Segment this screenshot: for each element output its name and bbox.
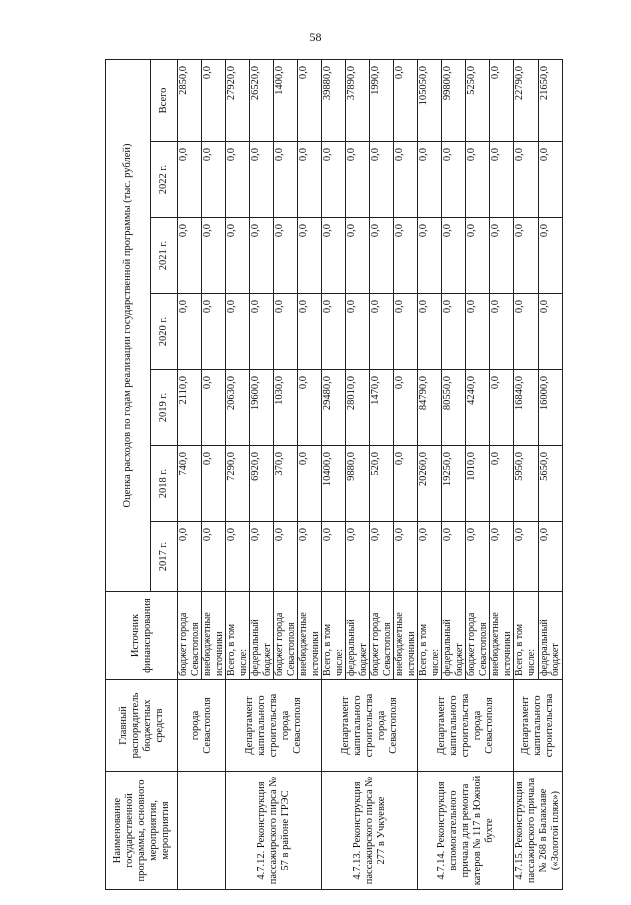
amount-cell: 0,0 — [490, 294, 514, 370]
budget-executor: Департамент капитального строительства города Севастополя — [418, 680, 514, 772]
funding-source: Всего, в том числе: — [514, 592, 539, 680]
amount-cell: 80550,0 — [442, 370, 466, 446]
amount-cell: 0,0 — [202, 294, 226, 370]
funding-source: федеральный бюджет — [346, 592, 370, 680]
amount-cell: 0,0 — [298, 446, 322, 522]
amount-cell: 0,0 — [370, 522, 394, 592]
amount-cell: 0,0 — [538, 142, 563, 218]
amount-cell: 1470,0 — [370, 370, 394, 446]
amount-cell: 5950,0 — [514, 446, 539, 522]
amount-cell: 0,0 — [226, 218, 250, 294]
amount-cell: 0,0 — [370, 218, 394, 294]
amount-cell: 0,0 — [442, 294, 466, 370]
header-estimate: Оценка расходов по годам реализации государственной программы (тыс. рублей) — [106, 59, 151, 591]
header-name: Наименование государственной программы, основного мероприятия, мероприятия — [106, 772, 178, 890]
amount-cell: 7290,0 — [226, 446, 250, 522]
amount-cell: 370,0 — [274, 446, 298, 522]
amount-cell: 0,0 — [466, 218, 490, 294]
header-year: Всего — [151, 59, 178, 141]
amount-cell: 0,0 — [298, 522, 322, 592]
amount-cell: 0,0 — [298, 142, 322, 218]
measure-name: 4.7.15. Реконструкция пассажирского причала № 268 в Балаклаве («Золотой пляж») — [514, 772, 563, 890]
amount-cell: 20260,0 — [418, 446, 442, 522]
amount-cell: 0,0 — [394, 59, 418, 141]
amount-cell: 9880,0 — [346, 446, 370, 522]
amount-cell: 0,0 — [178, 522, 202, 592]
amount-cell: 16000,0 — [538, 370, 563, 446]
amount-cell: 21650,0 — [538, 59, 563, 141]
amount-cell: 0,0 — [346, 142, 370, 218]
budget-executor: Департамент капитального строительства города Севастополя — [322, 680, 418, 772]
amount-cell: 27920,0 — [226, 59, 250, 141]
amount-cell: 37890,0 — [346, 59, 370, 141]
amount-cell: 1990,0 — [370, 59, 394, 141]
amount-cell: 5250,0 — [466, 59, 490, 141]
amount-cell: 0,0 — [490, 59, 514, 141]
amount-cell: 0,0 — [322, 294, 346, 370]
amount-cell: 0,0 — [466, 142, 490, 218]
amount-cell: 0,0 — [250, 522, 274, 592]
amount-cell: 0,0 — [394, 218, 418, 294]
amount-cell: 0,0 — [322, 142, 346, 218]
amount-cell: 0,0 — [202, 218, 226, 294]
page-number: 58 — [309, 30, 322, 44]
table-row — [322, 59, 346, 889]
amount-cell: 0,0 — [418, 294, 442, 370]
funding-source: Всего, в том числе: — [322, 592, 346, 680]
amount-cell: 0,0 — [442, 218, 466, 294]
amount-cell: 0,0 — [538, 522, 563, 592]
budget-executor: города Севастополя — [178, 680, 226, 772]
amount-cell: 0,0 — [514, 142, 539, 218]
amount-cell: 28010,0 — [346, 370, 370, 446]
funding-source: федеральный бюджет — [538, 592, 563, 680]
amount-cell: 0,0 — [226, 294, 250, 370]
amount-cell: 0,0 — [274, 142, 298, 218]
table-row — [178, 59, 202, 889]
amount-cell: 0,0 — [514, 294, 539, 370]
header-year: 2022 г. — [151, 142, 178, 218]
funding-source: федеральный бюджет — [250, 592, 274, 680]
amount-cell: 0,0 — [442, 142, 466, 218]
amount-cell: 0,0 — [250, 142, 274, 218]
amount-cell: 0,0 — [394, 294, 418, 370]
amount-cell: 0,0 — [274, 522, 298, 592]
measure-name: 4.7.13. Реконструкция пассажирского пирса № 277 в Учкуевке — [322, 772, 418, 890]
header-row-1 — [106, 59, 151, 889]
expense-table — [105, 59, 563, 890]
amount-cell: 5650,0 — [538, 446, 563, 522]
amount-cell: 0,0 — [322, 522, 346, 592]
amount-cell: 0,0 — [202, 370, 226, 446]
table-row — [226, 59, 250, 889]
amount-cell: 0,0 — [490, 218, 514, 294]
amount-cell: 16840,0 — [514, 370, 539, 446]
amount-cell: 0,0 — [490, 370, 514, 446]
funding-source: внебюджетные источники — [394, 592, 418, 680]
budget-executor: Департамент капитального строительства города Севастополя — [226, 680, 322, 772]
amount-cell: 0,0 — [538, 294, 563, 370]
amount-cell: 0,0 — [418, 142, 442, 218]
amount-cell: 99800,0 — [442, 59, 466, 141]
amount-cell: 0,0 — [346, 218, 370, 294]
amount-cell: 0,0 — [538, 218, 563, 294]
amount-cell: 0,0 — [394, 142, 418, 218]
table-row — [514, 59, 539, 889]
amount-cell: 0,0 — [274, 294, 298, 370]
amount-cell: 1030,0 — [274, 370, 298, 446]
amount-cell: 0,0 — [418, 218, 442, 294]
funding-source: внебюджетные источники — [490, 592, 514, 680]
funding-source: федеральный бюджет — [442, 592, 466, 680]
amount-cell: 6920,0 — [250, 446, 274, 522]
amount-cell: 0,0 — [490, 522, 514, 592]
amount-cell: 0,0 — [178, 142, 202, 218]
funding-source: бюджет города Севастополя — [466, 592, 490, 680]
amount-cell: 0,0 — [202, 522, 226, 592]
amount-cell: 10400,0 — [322, 446, 346, 522]
amount-cell: 26520,0 — [250, 59, 274, 141]
amount-cell: 0,0 — [370, 294, 394, 370]
amount-cell: 1010,0 — [466, 446, 490, 522]
table-body — [178, 59, 563, 889]
amount-cell: 39880,0 — [322, 59, 346, 141]
amount-cell: 0,0 — [346, 522, 370, 592]
header-year: 2018 г. — [151, 446, 178, 522]
amount-cell: 0,0 — [394, 522, 418, 592]
amount-cell: 0,0 — [322, 218, 346, 294]
amount-cell: 0,0 — [298, 370, 322, 446]
funding-source: внебюджетные источники — [202, 592, 226, 680]
amount-cell: 0,0 — [202, 142, 226, 218]
amount-cell: 0,0 — [250, 294, 274, 370]
amount-cell: 0,0 — [370, 142, 394, 218]
amount-cell: 84790,0 — [418, 370, 442, 446]
amount-cell: 0,0 — [394, 446, 418, 522]
funding-source: бюджет города Севастополя — [274, 592, 298, 680]
amount-cell: 0,0 — [514, 218, 539, 294]
amount-cell: 520,0 — [370, 446, 394, 522]
budget-executor: Департамент капитального строительства — [514, 680, 563, 772]
header-year: 2017 г. — [151, 522, 178, 592]
amount-cell: 29480,0 — [322, 370, 346, 446]
amount-cell: 1400,0 — [274, 59, 298, 141]
header-executor: Главный распорядитель бюджетных средств — [106, 680, 178, 772]
funding-source: бюджет города Севастополя — [370, 592, 394, 680]
amount-cell: 0,0 — [178, 294, 202, 370]
amount-cell: 105050,0 — [418, 59, 442, 141]
amount-cell: 22790,0 — [514, 59, 539, 141]
table-row — [418, 59, 442, 889]
header-year: 2020 г. — [151, 294, 178, 370]
amount-cell: 0,0 — [298, 59, 322, 141]
measure-name: 4.7.14. Реконструкция вспомогательного причала для ремонта катеров № 117 в Южной бухте — [418, 772, 514, 890]
amount-cell: 4240,0 — [466, 370, 490, 446]
amount-cell: 740,0 — [178, 446, 202, 522]
funding-source: внебюджетные источники — [298, 592, 322, 680]
amount-cell: 20630,0 — [226, 370, 250, 446]
rotated-table-container — [105, 60, 561, 890]
funding-source: Всего, в том числе: — [226, 592, 250, 680]
amount-cell: 0,0 — [226, 522, 250, 592]
amount-cell: 0,0 — [514, 522, 539, 592]
header-year: 2019 г. — [151, 370, 178, 446]
amount-cell: 2110,0 — [178, 370, 202, 446]
amount-cell: 0,0 — [346, 294, 370, 370]
amount-cell: 0,0 — [178, 218, 202, 294]
amount-cell: 0,0 — [466, 294, 490, 370]
header-year: 2021 г. — [151, 218, 178, 294]
funding-source: Всего, в том числе: — [418, 592, 442, 680]
amount-cell: 2850,0 — [178, 59, 202, 141]
amount-cell: 0,0 — [394, 370, 418, 446]
amount-cell: 19250,0 — [442, 446, 466, 522]
amount-cell: 0,0 — [226, 142, 250, 218]
amount-cell: 0,0 — [274, 218, 298, 294]
amount-cell: 0,0 — [490, 142, 514, 218]
measure-name: 4.7.12. Реконструкция пассажирского пирса № 57 в районе ГРЭС — [226, 772, 322, 890]
amount-cell: 0,0 — [490, 446, 514, 522]
amount-cell: 0,0 — [418, 522, 442, 592]
header-source: Источник финансирования — [106, 592, 178, 680]
amount-cell: 0,0 — [442, 522, 466, 592]
amount-cell: 0,0 — [202, 59, 226, 141]
amount-cell: 0,0 — [466, 522, 490, 592]
amount-cell: 19600,0 — [250, 370, 274, 446]
amount-cell: 0,0 — [298, 294, 322, 370]
amount-cell: 0,0 — [202, 446, 226, 522]
funding-source: бюджет города Севастополя — [178, 592, 202, 680]
measure-name — [178, 772, 226, 890]
amount-cell: 0,0 — [298, 218, 322, 294]
amount-cell: 0,0 — [250, 218, 274, 294]
